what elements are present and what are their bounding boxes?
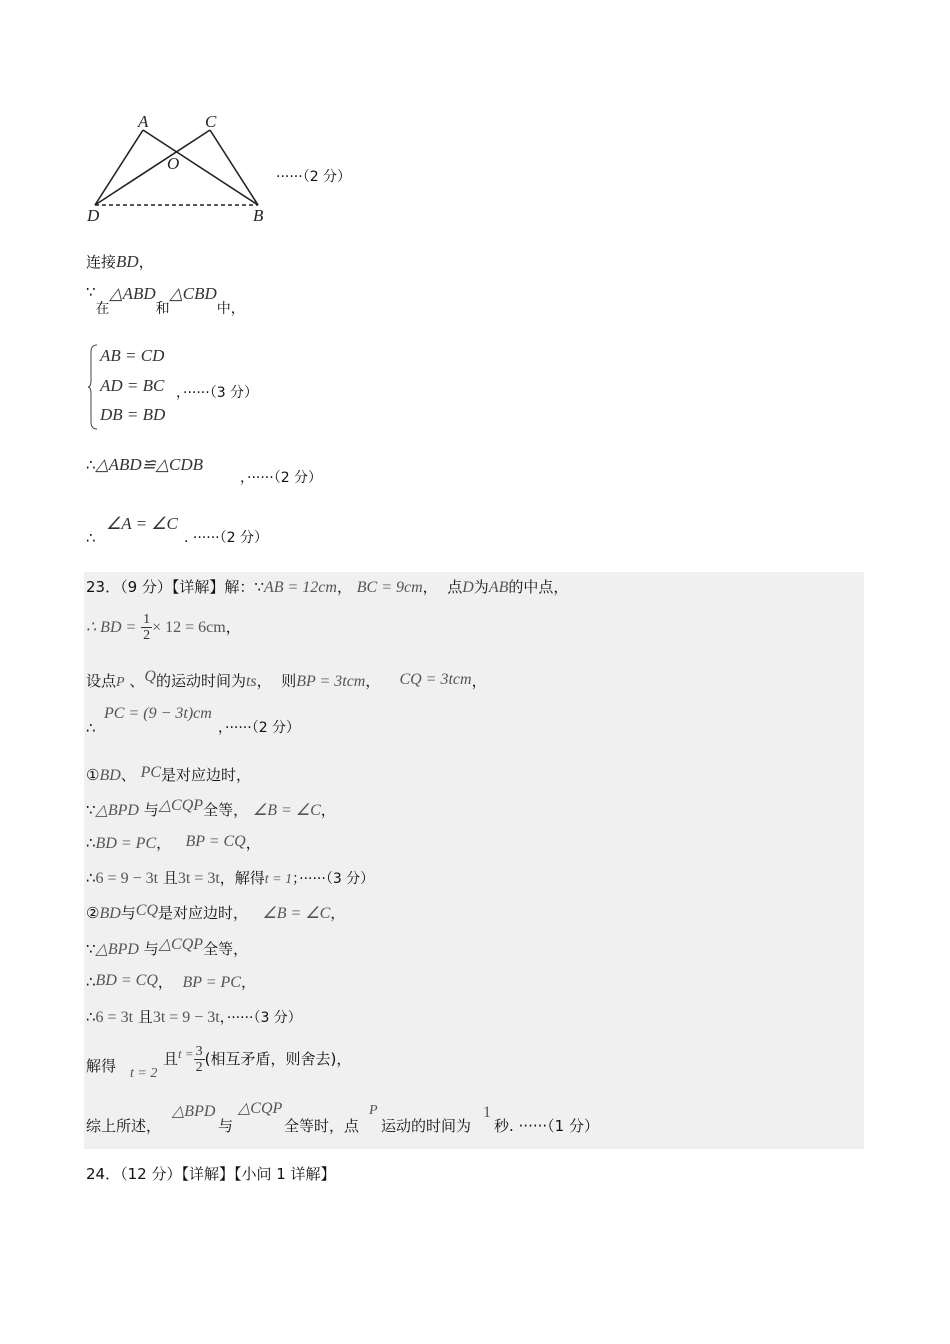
- c1-eq4: 3t = 3t: [177, 870, 220, 887]
- q24-heading: 24．（12 分）【详解】【小问 1 详解】: [86, 1165, 336, 1183]
- c1-eq2: BP = CQ: [185, 833, 246, 850]
- congruent-line: [86, 455, 203, 475]
- set-q: Q: [144, 668, 156, 685]
- therefore-symbol: ∴: [86, 456, 96, 474]
- congruent-score: ，······（2 分）: [240, 470, 323, 486]
- case2-cq: CQ: [135, 902, 159, 919]
- c1-eq1: BD = PC: [95, 835, 157, 852]
- c1-t2: ∴: [86, 869, 96, 887]
- set-comma4: ，: [471, 672, 487, 690]
- c2-solve-line: [86, 1007, 302, 1028]
- q23-ab: AB = 12cm: [263, 579, 337, 596]
- sum-d: 秒. ······（1 分）: [494, 1117, 599, 1135]
- q23-mid-a: 点: [447, 578, 463, 596]
- angle-score: . ······（2 分）: [184, 530, 268, 546]
- set-bp: BP = 3tcm: [296, 673, 366, 690]
- sum-p: P: [369, 1103, 378, 1118]
- in-text: 在: [95, 301, 110, 317]
- case1-mark: ①: [86, 766, 100, 784]
- case2-angle: ∠B = ∠C: [262, 905, 331, 922]
- because-symbol: ∵: [86, 283, 96, 301]
- c2-comma: ，: [157, 973, 173, 991]
- bd-num: 1: [143, 612, 151, 627]
- fraction-one-half: [141, 612, 152, 643]
- sum-with: 与: [218, 1117, 234, 1135]
- q23-bd-line: [86, 610, 241, 645]
- case2-end: ，: [330, 904, 346, 922]
- c2-t2: ∴: [86, 1008, 96, 1026]
- c1-with: 与: [143, 801, 159, 819]
- angle-therefore: ∴: [86, 529, 96, 547]
- line-d-a: [95, 130, 143, 205]
- label-b: B: [253, 206, 264, 225]
- tri-cbd: △CBD: [169, 284, 217, 303]
- solve-and: 且: [163, 1050, 179, 1068]
- line-a-b: [143, 130, 258, 205]
- set-comma3: ，: [365, 672, 381, 690]
- tri-abd: △ABD: [109, 284, 156, 303]
- case2-bd: BD: [99, 905, 121, 922]
- c2-cqp: △CQP: [158, 936, 204, 953]
- sum-bpd: △BPD: [172, 1103, 216, 1120]
- solve-label: 解得: [86, 1057, 117, 1075]
- case2-line: [86, 903, 345, 924]
- c2-score: ，······（3 分）: [219, 1010, 302, 1026]
- c2-eq1: BD = CQ: [95, 972, 158, 989]
- c1-comma: ，: [156, 834, 172, 852]
- c1-cqp: △CQP: [158, 797, 204, 814]
- bd-end: ，: [225, 618, 241, 636]
- case2-b: 是对应边时，: [158, 904, 249, 922]
- c2-eq2: BP = PC: [182, 974, 241, 991]
- because-line: [86, 283, 245, 317]
- triangle-figure: [0, 0, 950, 230]
- label-d: D: [87, 206, 100, 225]
- c1-angle: ∠B = ∠C: [252, 802, 321, 819]
- pc-therefore: ∴: [86, 719, 96, 737]
- c1-solve: ，解得: [219, 869, 265, 887]
- label-c: C: [205, 112, 217, 131]
- case1-bd: BD: [99, 767, 121, 784]
- set-sep: 、: [129, 672, 145, 690]
- c1-t1: ∴: [86, 834, 96, 852]
- q23-seg-ab: AB: [488, 579, 509, 596]
- bd-den: 2: [143, 628, 151, 643]
- case1-b: 是对应边时，: [161, 766, 252, 784]
- c1-eq-line: [86, 833, 261, 854]
- c1-and: 且: [162, 869, 178, 887]
- c2-with: 与: [143, 940, 159, 958]
- q23-bc: BC = 9cm: [356, 579, 423, 596]
- c1-score: ；······（3 分）: [292, 871, 375, 887]
- c1-end: ，: [320, 801, 336, 819]
- system-eq-3: DB = BD: [100, 405, 166, 424]
- c2-bpd: △BPD: [95, 941, 139, 958]
- case1-sep: 、: [120, 766, 136, 784]
- solve-t2: t = 2: [130, 1066, 158, 1081]
- solve-b: (相互矛盾，则舍去)，: [204, 1050, 352, 1068]
- case1-line: [86, 765, 251, 786]
- q23-point-d: D: [462, 579, 474, 596]
- c1-bpd: △BPD: [95, 802, 139, 819]
- set-cq: CQ = 3tcm: [399, 671, 472, 688]
- system-brace: [88, 344, 98, 430]
- sum-1: 1: [483, 1104, 491, 1121]
- line-b-c: [210, 130, 258, 205]
- sum-c: 运动的时间为: [381, 1117, 472, 1135]
- c1-solve-line: [86, 868, 374, 890]
- q23-line-1: [86, 577, 568, 598]
- c1-because: ∵: [86, 801, 96, 819]
- set-p: P: [116, 675, 125, 690]
- q23-comma1: ，: [336, 578, 352, 596]
- middle-text: 中，: [216, 301, 245, 317]
- set-a: 设点: [86, 672, 117, 690]
- system-eq-2: AD = BC: [100, 376, 165, 395]
- bd-lhs: ∴ BD =: [86, 619, 137, 636]
- line-c-d: [95, 130, 210, 205]
- case1-pc: PC: [140, 764, 162, 781]
- pc-score: ，······（2 分）: [218, 720, 301, 736]
- sum-cqp: △CQP: [238, 1100, 283, 1117]
- solve-den: 2: [195, 1060, 203, 1075]
- set-then: 则: [281, 672, 297, 690]
- c2-because: ∵: [86, 940, 96, 958]
- connect-expr: BD: [116, 252, 139, 271]
- solve-num: 3: [195, 1044, 203, 1059]
- case2-mark: ②: [86, 904, 100, 922]
- set-ts: ts: [245, 673, 257, 690]
- set-c: ，: [256, 672, 272, 690]
- label-a: A: [138, 112, 149, 131]
- c2-because-line: [86, 936, 249, 960]
- c1-eq3: 6 = 9 − 3t: [95, 870, 159, 887]
- angle-expr: ∠A = ∠C: [106, 514, 178, 533]
- system-score: ，······（3 分）: [176, 385, 259, 401]
- case2-with: 与: [120, 904, 136, 922]
- solve-frac-line: [163, 1041, 351, 1078]
- c2-and: 且: [137, 1008, 153, 1026]
- q23-mid-c: 的中点，: [508, 578, 569, 596]
- figure-score: ······（2 分）: [276, 169, 352, 185]
- q23-mid-b: 为: [473, 578, 489, 596]
- sum-b: 全等时，点: [284, 1117, 360, 1135]
- connect-line: [86, 252, 154, 272]
- c2-eq3: 6 = 3t: [95, 1009, 134, 1026]
- solve-t: t =: [178, 1046, 194, 1061]
- set-b: 的运动时间为: [155, 672, 246, 690]
- system-eq-1: AB = CD: [100, 346, 165, 365]
- c2-eq4: 3t = 9 − 3t: [152, 1009, 220, 1026]
- bd-rhs: × 12 = 6cm: [152, 619, 226, 636]
- and-text: 和: [155, 301, 170, 317]
- label-o: O: [167, 154, 180, 173]
- c1-end2: ，: [245, 834, 261, 852]
- connect-text: 连接: [86, 253, 117, 271]
- c1-cong: 全等，: [203, 801, 249, 819]
- c1-because-line: [86, 797, 336, 821]
- pc-expr: PC = (9 − 3t)cm: [104, 705, 212, 722]
- q23-head: 23．（9 分）【详解】解：∵: [86, 578, 264, 596]
- c2-t1: ∴: [86, 973, 96, 991]
- fraction-three-halves: [194, 1044, 205, 1075]
- c2-eq-line: [86, 972, 256, 993]
- c2-end: ，: [240, 973, 256, 991]
- connect-end: ，: [138, 253, 154, 271]
- congruent-expr: △ABD≌△CDB: [95, 455, 203, 474]
- c2-cong: 全等，: [203, 940, 249, 958]
- q23-set-line: [86, 668, 487, 693]
- q23-comma2: ，: [422, 578, 438, 596]
- sum-label: 综上所述，: [86, 1117, 162, 1135]
- c1-t: t = 1: [264, 872, 293, 887]
